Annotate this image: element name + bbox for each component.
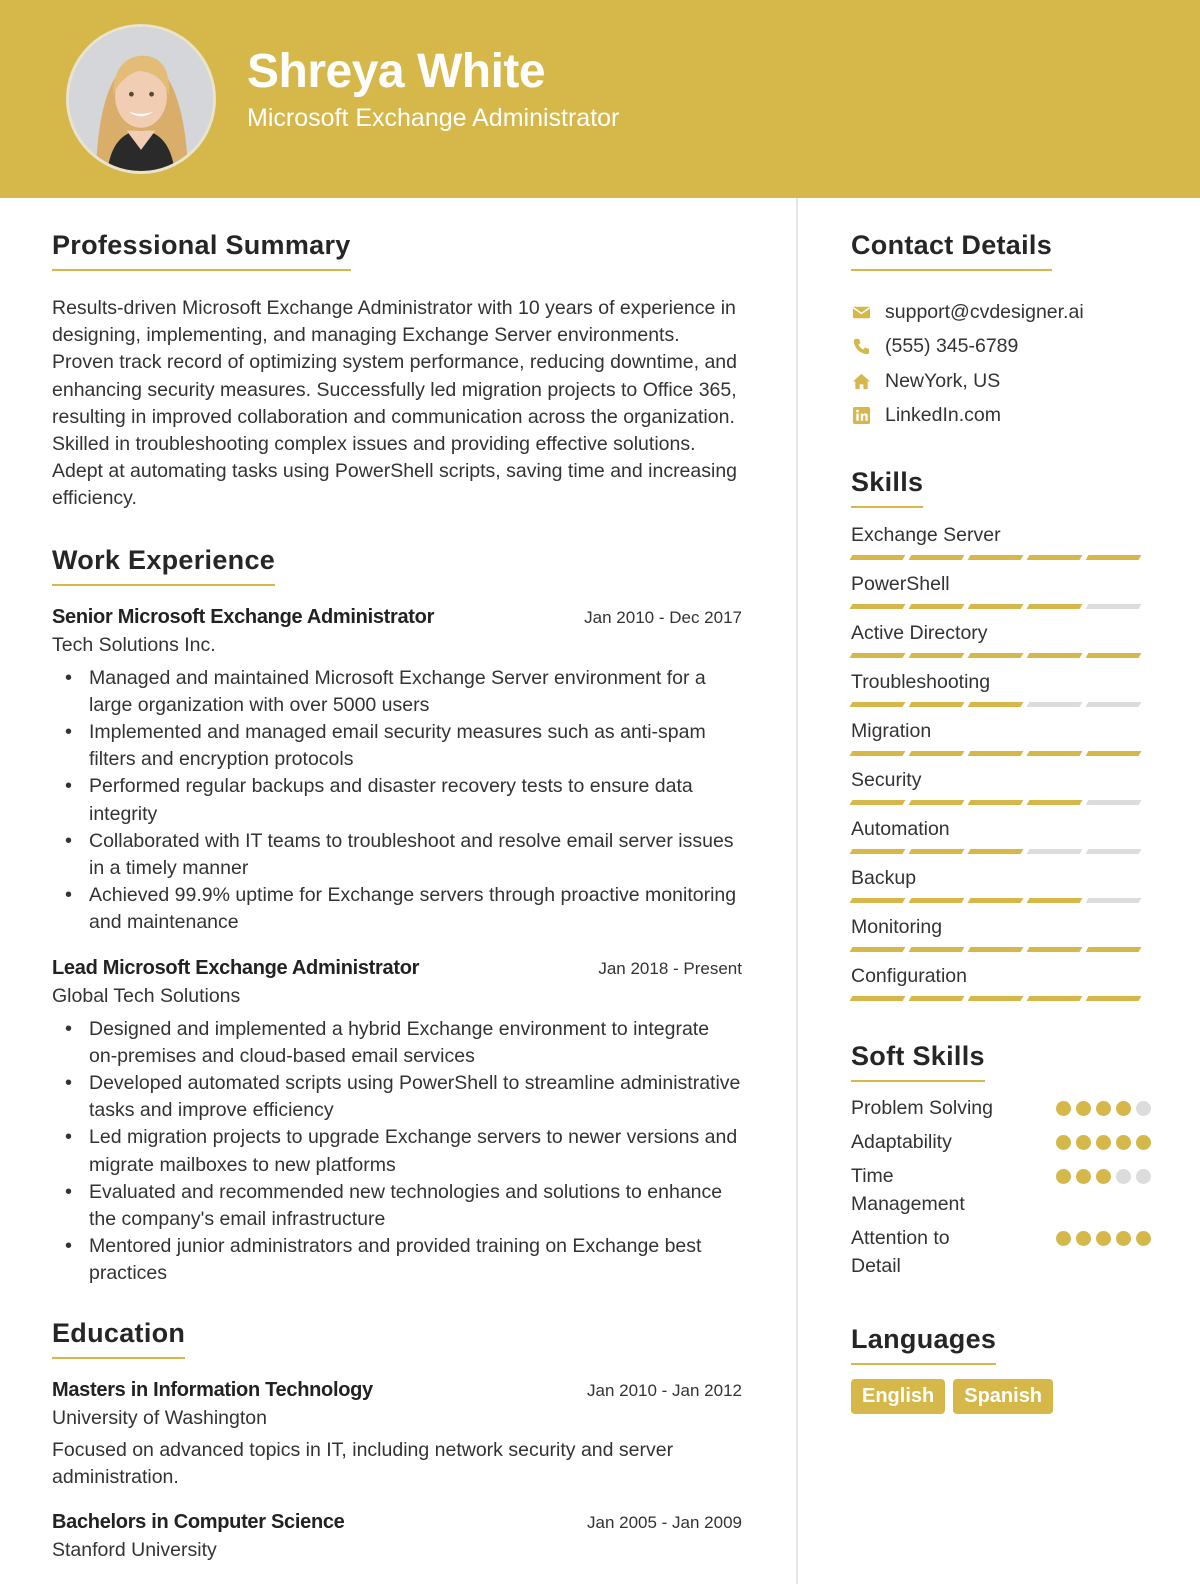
header-banner (0, 0, 1200, 198)
job-bullet: • Evaluated and recommended new technologies and solutions to enhance the company's email infrastructure (52, 1179, 742, 1233)
column-divider (796, 198, 798, 1584)
rating-dot (1116, 1169, 1131, 1184)
contact-phone[interactable] (851, 330, 1151, 365)
skill-level-segment (850, 898, 906, 903)
skill-level-segment (1086, 947, 1142, 952)
soft-skills-list (851, 1094, 1151, 1280)
skill-level-segment (968, 604, 1024, 609)
skill-level-segment (968, 947, 1024, 952)
school-name: University of Washington (52, 1406, 267, 1429)
skill-level-segment (1086, 604, 1142, 609)
soft-skill-name: Time Management (851, 1165, 965, 1215)
soft-skills-section (851, 1041, 1151, 1280)
degree-dates: Jan 2005 - Jan 2009 (586, 1513, 742, 1533)
candidate-name: Shreya White (247, 45, 546, 98)
work-heading: Work Experience (52, 545, 275, 586)
job-bullet: • Managed and maintained Microsoft Exchange Server environment for a large organization with over 5000 users (52, 665, 742, 719)
skill-item (851, 667, 1151, 707)
skill-level-segment (968, 800, 1024, 805)
job-bullet: • Designed and implemented a hybrid Exchange environment to integrate on-premises and cloud-based email services (52, 1016, 742, 1070)
job-bullet: • Led migration projects to upgrade Exchange servers to newer versions and migrate mailboxes to new platforms (52, 1124, 742, 1178)
skill-level-segment (909, 604, 965, 609)
soft-skills-heading: Soft Skills (851, 1041, 985, 1082)
skill-level-segment (1086, 849, 1142, 854)
skills-heading: Skills (851, 467, 923, 508)
skill-level-bar (851, 751, 1151, 756)
skill-level-segment (968, 653, 1024, 658)
skill-level-segment (1086, 702, 1142, 707)
skill-level-bar (851, 947, 1151, 952)
skill-name: Automation (851, 818, 950, 840)
degree-title: Masters in Information Technology (52, 1378, 373, 1401)
skill-level-segment (968, 702, 1024, 707)
skill-level-segment (1027, 849, 1083, 854)
skill-level-segment (909, 702, 965, 707)
main-column (52, 230, 742, 1562)
skill-level-segment (1027, 604, 1083, 609)
envelope-icon (851, 302, 872, 323)
skill-name: Active Directory (851, 622, 988, 644)
skill-level-segment (909, 800, 965, 805)
skill-level-segment (968, 898, 1024, 903)
skill-level-segment (850, 849, 906, 854)
skill-level-segment (1086, 555, 1142, 560)
soft-skill-name: Adaptability (851, 1131, 952, 1153)
rating-dot (1076, 1169, 1091, 1184)
job-bullets (52, 665, 742, 937)
job-bullet: • Collaborated with IT teams to troubleshoot and resolve email server issues in a timely manner (52, 828, 742, 882)
job-company: Global Tech Solutions (52, 984, 241, 1007)
skill-level-segment (1086, 653, 1142, 658)
skill-level-segment (850, 996, 906, 1001)
degree-title: Bachelors in Computer Science (52, 1511, 345, 1534)
skill-level-segment (909, 996, 965, 1001)
skill-level-segment (909, 555, 965, 560)
skill-item (851, 569, 1151, 609)
degree-description: Focused on advanced topics in IT, including network security and server administration. (52, 1438, 674, 1488)
skill-level-segment (968, 555, 1024, 560)
skill-level-segment (1027, 751, 1083, 756)
languages-section (851, 1324, 1151, 1414)
candidate-title: Microsoft Exchange Administrator (247, 104, 620, 132)
skill-level-segment (850, 555, 906, 560)
rating-dot (1136, 1101, 1151, 1116)
contact-phone-text: (555) 345-6789 (885, 335, 1019, 358)
soft-skill-item (851, 1162, 1151, 1218)
job-company: Tech Solutions Inc. (52, 633, 216, 656)
rating-dot (1096, 1135, 1111, 1150)
skill-name: Migration (851, 720, 932, 742)
skill-name: Monitoring (851, 916, 943, 938)
skill-level-segment (1027, 702, 1083, 707)
skill-level-segment (909, 849, 965, 854)
skill-name: PowerShell (851, 573, 950, 595)
contact-location-text: NewYork, US (885, 369, 1001, 392)
skill-item (851, 716, 1151, 756)
skill-level-segment (968, 849, 1024, 854)
soft-skill-rating (1056, 1101, 1151, 1116)
summary-heading: Professional Summary (52, 230, 351, 271)
skill-item (851, 520, 1151, 560)
rating-dot (1116, 1231, 1131, 1246)
skill-level-bar (851, 555, 1151, 560)
skill-name: Backup (851, 867, 917, 889)
skill-level-segment (1027, 653, 1083, 658)
skill-item (851, 961, 1151, 1001)
soft-skill-item (851, 1224, 1151, 1280)
rating-dot (1076, 1101, 1091, 1116)
skill-level-segment (909, 751, 965, 756)
skill-level-bar (851, 996, 1151, 1001)
skill-level-bar (851, 849, 1151, 854)
education-entry (52, 1511, 742, 1562)
job-bullet: • Performed regular backups and disaster recovery tests to ensure data integrity (52, 773, 742, 827)
job-entry (52, 957, 742, 1288)
skill-level-segment (968, 996, 1024, 1001)
skill-level-segment (1027, 996, 1083, 1001)
summary-section (52, 230, 742, 513)
rating-dot (1056, 1135, 1071, 1150)
skills-section (851, 467, 1151, 1001)
skill-level-segment (968, 751, 1024, 756)
contact-section (851, 230, 1151, 433)
rating-dot (1136, 1169, 1151, 1184)
linkedin-icon (851, 405, 872, 426)
languages-heading: Languages (851, 1324, 996, 1365)
skill-level-bar (851, 898, 1151, 903)
skill-level-bar (851, 702, 1151, 707)
skill-level-segment (909, 653, 965, 658)
skill-level-segment (1086, 800, 1142, 805)
rating-dot (1076, 1231, 1091, 1246)
degree-dates: Jan 2010 - Jan 2012 (586, 1380, 742, 1400)
soft-skill-item (851, 1094, 1151, 1122)
skill-name: Configuration (851, 965, 967, 987)
skill-level-segment (909, 947, 965, 952)
home-icon (851, 371, 872, 392)
skill-item (851, 618, 1151, 658)
skill-level-bar (851, 604, 1151, 609)
job-bullet: • Mentored junior administrators and provided training on Exchange best practices (52, 1233, 742, 1287)
language-badge: English (851, 1379, 945, 1414)
contact-heading: Contact Details (851, 230, 1052, 271)
skill-level-segment (850, 653, 906, 658)
skill-level-segment (1086, 751, 1142, 756)
job-dates: Jan 2010 - Dec 2017 (584, 607, 742, 627)
rating-dot (1136, 1135, 1151, 1150)
skill-name: Troubleshooting (851, 671, 991, 693)
rating-dot (1136, 1231, 1151, 1246)
skill-name: Security (851, 769, 922, 791)
education-section (52, 1318, 742, 1562)
skill-level-bar (851, 653, 1151, 658)
contact-linkedin-text: LinkedIn.com (885, 404, 1001, 427)
contact-location (851, 364, 1151, 399)
school-name: Stanford University (52, 1539, 217, 1562)
skill-level-segment (850, 702, 906, 707)
soft-skill-name: Attention to Detail (851, 1227, 950, 1277)
job-title: Lead Microsoft Exchange Administrator (52, 956, 420, 979)
skill-level-segment (1086, 996, 1142, 1001)
skill-level-segment (909, 898, 965, 903)
skill-name: Exchange Server (851, 524, 1001, 546)
rating-dot (1096, 1169, 1111, 1184)
skill-level-segment (1027, 800, 1083, 805)
rating-dot (1116, 1101, 1131, 1116)
skill-level-segment (850, 947, 906, 952)
skill-item (851, 863, 1151, 903)
skills-list (851, 520, 1151, 1001)
skill-level-bar (851, 800, 1151, 805)
skill-level-segment (850, 604, 906, 609)
skill-level-segment (1086, 898, 1142, 903)
skill-item (851, 912, 1151, 952)
job-title: Senior Microsoft Exchange Administrator (52, 605, 435, 628)
summary-text: Results-driven Microsoft Exchange Administrator with 10 years of experience in designing, implementing, and managing Exchange Server environments. Proven track record of optimizing system performance, reducing downtime, and enhancing security measures. Successfully led migration projects to Office 365, resulting in improved collaboration and communication across the organization. Skilled in troubleshooting complex issues and providing effective solutions. Adept at automating tasks using PowerShell scripts, saving time and increasing efficiency. (52, 297, 738, 510)
phone-icon (851, 336, 872, 357)
sidebar-column (851, 230, 1151, 1414)
rating-dot (1056, 1101, 1071, 1116)
job-bullets (52, 1016, 742, 1288)
skill-level-segment (850, 751, 906, 756)
job-bullet: • Developed automated scripts using PowerShell to streamline administrative tasks and improve efficiency (52, 1070, 742, 1124)
rating-dot (1116, 1135, 1131, 1150)
skill-level-segment (1027, 555, 1083, 560)
contact-linkedin[interactable] (851, 399, 1151, 434)
skill-level-segment (1027, 898, 1083, 903)
education-entry (52, 1379, 742, 1491)
soft-skill-rating (1056, 1135, 1151, 1150)
soft-skill-rating (1056, 1169, 1151, 1184)
skill-item (851, 765, 1151, 805)
job-dates: Jan 2018 - Present (598, 958, 742, 978)
job-bullet: • Achieved 99.9% uptime for Exchange servers through proactive monitoring and maintenance (52, 882, 742, 936)
soft-skill-rating (1056, 1231, 1151, 1246)
rating-dot (1056, 1169, 1071, 1184)
contact-list (851, 295, 1151, 433)
language-badge: Spanish (953, 1379, 1053, 1414)
skill-item (851, 814, 1151, 854)
profile-photo-illustration (69, 27, 213, 171)
job-bullet: • Implemented and managed email security measures such as anti-spam filters and encryption protocols (52, 719, 742, 773)
skill-level-segment (850, 800, 906, 805)
rating-dot (1096, 1101, 1111, 1116)
soft-skill-item (851, 1128, 1151, 1156)
contact-email[interactable] (851, 295, 1151, 330)
job-entry (52, 606, 742, 937)
rating-dot (1056, 1231, 1071, 1246)
work-section (52, 545, 742, 1288)
language-list (851, 1379, 1151, 1414)
education-heading: Education (52, 1318, 185, 1359)
contact-email-text: support@cvdesigner.ai (885, 300, 1084, 323)
rating-dot (1096, 1231, 1111, 1246)
skill-level-segment (1027, 947, 1083, 952)
profile-photo (66, 24, 216, 174)
soft-skill-name: Problem Solving (851, 1097, 993, 1119)
rating-dot (1076, 1135, 1091, 1150)
